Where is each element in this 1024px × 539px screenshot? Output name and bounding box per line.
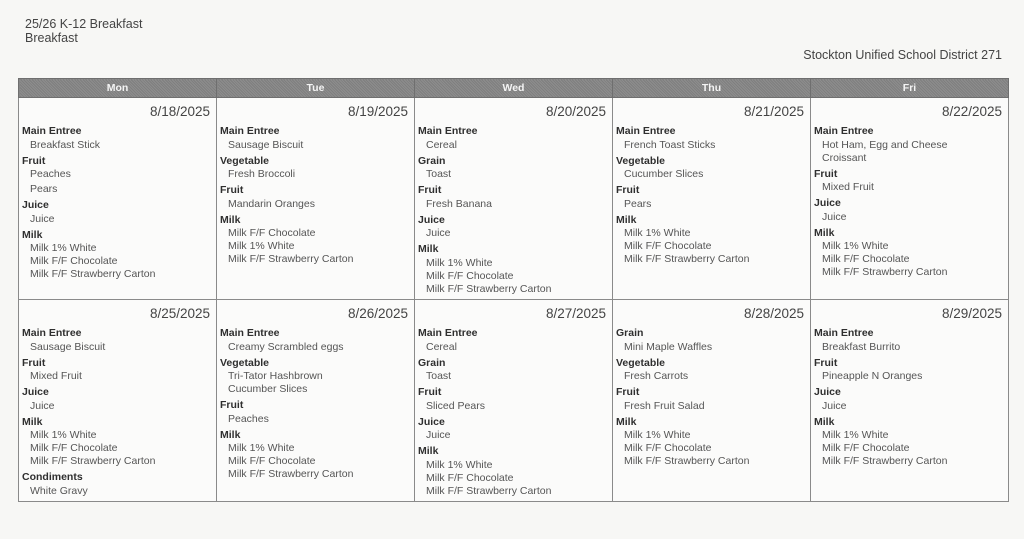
menu-section	[415, 242, 612, 296]
menu-section	[811, 196, 1008, 224]
menu-item: Milk F/F Chocolate Milk 1% White Milk F/F Strawberry Carton	[228, 227, 354, 265]
menu-section	[415, 385, 612, 413]
menu-section	[415, 213, 612, 241]
menu-section	[415, 183, 612, 211]
menu-section	[217, 356, 414, 397]
weekday-header-tue: Tue	[217, 79, 415, 98]
menu-section	[613, 356, 810, 384]
menu-item: Milk 1% White Milk F/F Chocolate Milk F/F Strawberry Carton	[30, 429, 156, 467]
menu-item: Mini Maple Waffles	[624, 340, 713, 353]
menu-item: Juice	[30, 212, 55, 225]
menu-category: Main Entree	[220, 125, 280, 137]
menu-section	[415, 415, 612, 443]
menu-item: Hot Ham, Egg and Cheese Croissant	[822, 138, 948, 164]
day-date: 8/21/2025	[743, 104, 804, 119]
menu-category: Milk	[220, 428, 241, 441]
menu-section	[811, 124, 1008, 165]
menu-section	[217, 326, 414, 354]
menu-section	[811, 385, 1008, 413]
weekday-header-mon: Mon	[19, 79, 217, 98]
day-cell	[217, 98, 415, 300]
menu-section	[19, 356, 216, 384]
menu-item: Milk 1% White Milk F/F Chocolate Milk F/F Strawberry Carton	[426, 458, 552, 497]
menu-section	[217, 428, 414, 482]
menu-section	[19, 326, 216, 354]
menu-item: Pears	[624, 197, 652, 210]
menu-category: Juice	[814, 197, 841, 209]
day-date: 8/26/2025	[347, 306, 408, 321]
menu-category: Fruit	[418, 184, 442, 196]
menu-item: Fresh Broccoli	[228, 168, 296, 180]
menu-category: Fruit	[220, 399, 244, 411]
menu-category: Fruit	[22, 356, 46, 369]
menu-category: Juice	[22, 199, 49, 211]
menu-item: Milk 1% White Milk F/F Chocolate Milk F/F Strawberry Carton	[822, 429, 948, 467]
menu-category: Grain	[418, 356, 446, 369]
menu-section	[217, 213, 414, 267]
menu-item: Peaches	[228, 412, 269, 425]
menu-item: Cereal	[426, 340, 457, 353]
menu-item: Juice	[30, 399, 55, 412]
menu-category: Main Entree	[814, 125, 874, 137]
weekday-header-fri: Fri	[811, 79, 1009, 98]
day-date: 8/25/2025	[149, 306, 210, 321]
menu-item: Fresh Banana	[426, 197, 492, 210]
menu-item: Milk 1% White Milk F/F Chocolate Milk F/F Strawberry Carton	[822, 240, 948, 278]
menu-section	[415, 154, 612, 182]
menu-category: Milk	[616, 415, 637, 428]
menu-weeks	[19, 98, 1009, 502]
menu-section	[415, 326, 612, 354]
menu-section	[19, 470, 216, 498]
menu-item: Peaches	[30, 168, 71, 180]
menu-section	[19, 415, 216, 469]
menu-item: Fresh Fruit Salad	[624, 399, 705, 412]
menu-section	[811, 326, 1008, 354]
menu-category: Fruit	[22, 154, 46, 167]
menu-section	[217, 183, 414, 211]
menu-category: Main Entree	[814, 327, 874, 339]
menu-item: Pineapple N Oranges	[822, 370, 923, 382]
day-cell	[811, 300, 1009, 502]
week-row	[19, 300, 1009, 502]
menu-section	[415, 444, 612, 498]
menu-item: Creamy Scrambled eggs	[228, 340, 344, 353]
menu-category: Milk	[220, 213, 241, 226]
menu-section	[19, 154, 216, 197]
menu-category: Juice	[418, 415, 445, 428]
menu-item: Toast	[426, 370, 452, 382]
menu-item: Toast	[426, 168, 452, 180]
menu-section	[613, 154, 810, 182]
menu-section	[811, 415, 1008, 469]
menu-section	[415, 356, 612, 384]
menu-section	[19, 228, 216, 282]
day-cell	[217, 300, 415, 502]
menu-item: Milk 1% White Milk F/F Chocolate Milk F/F Strawberry Carton	[30, 242, 156, 280]
menu-category: Vegetable	[220, 154, 270, 167]
day-cell	[19, 300, 217, 502]
menu-title-block	[25, 17, 142, 45]
day-cell	[19, 98, 217, 300]
menu-item: Milk 1% White Milk F/F Chocolate Milk F/F Strawberry Carton	[624, 227, 750, 265]
menu-item: Milk 1% White Milk F/F Chocolate Milk F/F Strawberry Carton	[426, 256, 552, 295]
menu-item: Breakfast Stick	[30, 138, 101, 151]
day-cell	[811, 98, 1009, 300]
menu-category: Fruit	[418, 386, 442, 398]
menu-category: Juice	[418, 213, 445, 226]
menu-item: Mixed Fruit	[30, 370, 82, 382]
menu-category: Main Entree	[418, 327, 478, 339]
menu-category: Juice	[814, 386, 841, 398]
menu-section	[217, 124, 414, 152]
menu-category: Milk	[418, 445, 439, 457]
menu-item: Milk 1% White Milk F/F Chocolate Milk F/F Strawberry Carton	[228, 442, 354, 480]
menu-item: Tri-Tator Hashbrown Cucumber Slices	[228, 370, 323, 395]
menu-item: Mandarin Oranges	[228, 197, 315, 210]
menu-item: Sliced Pears	[426, 399, 485, 412]
menu-item: Juice	[426, 227, 451, 239]
menu-item: Pears	[30, 183, 58, 195]
menu-section	[613, 385, 810, 413]
menu-item: White Gravy	[30, 484, 88, 497]
menu-category: Vegetable	[616, 356, 666, 369]
menu-item: Fresh Carrots	[624, 370, 689, 382]
menu-section	[811, 167, 1008, 195]
menu-category: Fruit	[220, 184, 244, 196]
menu-item: Sausage Biscuit	[30, 340, 106, 353]
menu-item: French Toast Sticks	[624, 138, 716, 151]
day-date: 8/22/2025	[941, 104, 1002, 119]
menu-category: Milk	[814, 226, 835, 239]
menu-section	[19, 124, 216, 152]
menu-section	[217, 154, 414, 182]
menu-section	[415, 124, 612, 152]
menu-category: Vegetable	[220, 356, 270, 369]
menu-section	[811, 226, 1008, 280]
menu-section	[217, 398, 414, 426]
menu-category: Fruit	[814, 167, 838, 180]
day-date: 8/29/2025	[941, 306, 1002, 321]
menu-item: Juice	[822, 210, 847, 223]
menu-category: Fruit	[616, 184, 640, 196]
day-date: 8/28/2025	[743, 306, 804, 321]
menu-item: Cucumber Slices	[624, 168, 704, 180]
menu-item: Mixed Fruit	[822, 181, 874, 193]
day-cell	[613, 300, 811, 502]
menu-category: Main Entree	[22, 125, 82, 137]
menu-category: Vegetable	[616, 154, 666, 167]
menu-category: Juice	[22, 386, 49, 398]
menu-category: Main Entree	[616, 125, 676, 137]
menu-category: Milk	[814, 415, 835, 428]
menu-category: Milk	[616, 213, 637, 226]
menu-category: Fruit	[814, 356, 838, 369]
day-date: 8/19/2025	[347, 104, 408, 119]
menu-category: Fruit	[616, 386, 640, 398]
menu-title: 25/26 K-12 Breakfast	[25, 17, 143, 31]
menu-section	[19, 198, 216, 226]
menu-category: Milk	[22, 228, 43, 241]
menu-category: Milk	[418, 243, 439, 255]
menu-section	[811, 356, 1008, 384]
day-date: 8/27/2025	[545, 306, 606, 321]
menu-section	[613, 124, 810, 152]
menu-category: Condiments	[22, 471, 83, 483]
menu-category: Grain	[616, 327, 644, 339]
day-date: 8/18/2025	[149, 104, 210, 119]
menu-calendar	[18, 78, 1009, 502]
menu-category: Main Entree	[22, 327, 82, 339]
menu-section	[613, 213, 810, 267]
day-cell	[613, 98, 811, 300]
menu-section	[613, 326, 810, 354]
menu-category: Main Entree	[220, 327, 280, 339]
menu-item: Juice	[822, 399, 847, 412]
menu-section	[613, 415, 810, 469]
menu-subtitle: Breakfast	[25, 31, 78, 45]
day-cell	[415, 98, 613, 300]
menu-category: Main Entree	[418, 125, 478, 137]
menu-category: Grain	[418, 154, 446, 167]
menu-item: Juice	[426, 429, 451, 441]
weekday-header-wed: Wed	[415, 79, 613, 98]
district-name: Stockton Unified School District 271	[803, 48, 1002, 62]
menu-item: Sausage Biscuit	[228, 138, 304, 151]
day-date: 8/20/2025	[545, 104, 606, 119]
menu-category: Milk	[22, 415, 43, 428]
weekday-header-thu: Thu	[613, 79, 811, 98]
menu-section	[19, 385, 216, 413]
menu-item: Cereal	[426, 138, 457, 151]
menu-item: Breakfast Burrito	[822, 340, 901, 353]
week-row	[19, 98, 1009, 300]
weekday-header-row	[19, 79, 1009, 98]
menu-section	[613, 183, 810, 211]
menu-item: Milk 1% White Milk F/F Chocolate Milk F/F Strawberry Carton	[624, 429, 750, 467]
day-cell	[415, 300, 613, 502]
